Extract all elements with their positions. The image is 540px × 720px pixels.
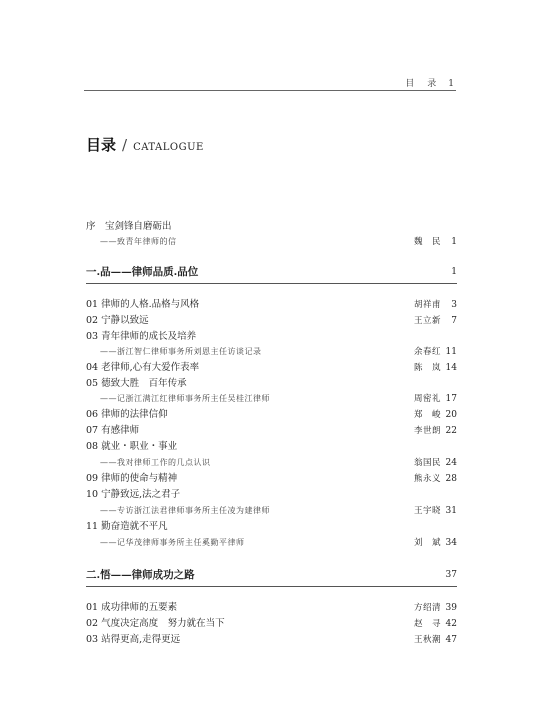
toc-entry-title: ——浙江智仁律师事务所刘恩主任访谈记录 xyxy=(100,347,262,356)
toc-entry[interactable] xyxy=(86,361,457,375)
toc-entry-subtitle[interactable] xyxy=(86,345,457,359)
toc-entry-title: 09 律师的使命与精神 xyxy=(86,473,178,484)
title-en: CATALOGUE xyxy=(133,142,204,153)
toc-entry[interactable] xyxy=(86,617,457,631)
toc-entry[interactable] xyxy=(86,424,457,438)
toc-entry[interactable] xyxy=(86,440,457,454)
toc-entry-author: 胡祥甫 xyxy=(413,300,441,310)
section-title: 一.品——律师品质.品位 xyxy=(86,266,199,278)
toc-entry[interactable] xyxy=(86,601,457,615)
toc-preface-title[interactable] xyxy=(86,220,457,234)
toc-entry-author: 王宇晓 xyxy=(413,506,441,516)
toc-entry-author: 陈 岚 xyxy=(413,363,441,373)
toc-entry[interactable] xyxy=(86,408,457,422)
toc-entry-page: 42 xyxy=(445,619,457,629)
toc-entry-page: 39 xyxy=(445,603,457,613)
toc-entry-page: 22 xyxy=(445,426,457,436)
toc-entry-page: 47 xyxy=(445,635,457,645)
toc-entry-author: 魏 民 xyxy=(413,237,441,247)
toc-entry-page: 20 xyxy=(445,410,457,420)
toc-entry-title: 04 老律师,心有大爱作表率 xyxy=(86,362,200,373)
toc-entry-author: 翁国民 xyxy=(413,458,441,468)
toc-entry-title: ——我对律师工作的几点认识 xyxy=(100,458,211,467)
toc-entry-page: 28 xyxy=(445,474,457,484)
toc-entry-subtitle[interactable] xyxy=(86,456,457,470)
toc-entry-title: 02 气度决定高度 努力就在当下 xyxy=(86,618,225,629)
toc-entry-subtitle[interactable] xyxy=(86,392,457,406)
toc-entry-title: ——专访浙江法君律师事务所主任凌为建律师 xyxy=(100,506,270,515)
toc-entry-page: 17 xyxy=(445,394,457,404)
toc-entry-title: 02 宁静以致远 xyxy=(86,315,149,326)
toc-entry[interactable] xyxy=(86,472,457,486)
toc-entry-title: 05 德致大胜 百年传承 xyxy=(86,378,187,389)
toc-entry-title: 06 律师的法律信仰 xyxy=(86,409,168,420)
toc-entry-subtitle[interactable] xyxy=(86,536,457,550)
toc-entry-page: 34 xyxy=(445,538,457,548)
toc-entry-author: 郑 峻 xyxy=(413,410,441,420)
toc-entry-author: 刘 斌 xyxy=(413,538,441,548)
toc-entry[interactable] xyxy=(86,488,457,502)
toc-entry-author: 王秋潮 xyxy=(413,635,441,645)
toc-entry-page: 1 xyxy=(451,237,457,247)
toc-entry[interactable] xyxy=(86,330,457,344)
toc-entry-page: 31 xyxy=(445,506,457,516)
section-page: 37 xyxy=(445,570,457,580)
toc-entry-title: ——记华茂律师事务所主任奚勤平律师 xyxy=(100,538,245,547)
toc-entry-page: 3 xyxy=(451,300,457,310)
toc-entry-subtitle: ——致青年律师的信 xyxy=(100,237,177,246)
toc-preface-subtitle[interactable] xyxy=(86,235,457,249)
toc-entry-title: ——记浙江满江红律师事务所主任吴桂江律师 xyxy=(100,394,270,403)
toc-entry-author: 王立新 xyxy=(413,316,441,326)
running-head xyxy=(405,76,454,89)
toc-entry-title: 11 勤奋造就不平凡 xyxy=(86,521,168,532)
toc-entry[interactable] xyxy=(86,314,457,328)
section-title: 二.悟——律师成功之路 xyxy=(86,569,195,581)
toc-entry[interactable] xyxy=(86,298,457,312)
toc-entry-title: 10 宁静致远,法之君子 xyxy=(86,489,181,500)
section-page: 1 xyxy=(451,267,457,277)
toc-entry-title: 07 有感律师 xyxy=(86,425,140,436)
toc-entry-title: 01 律师的人格.品格与风格 xyxy=(86,299,200,310)
toc-entry-title: 01 成功律师的五要素 xyxy=(86,602,178,613)
toc-entry-title: 03 青年律师的成长及培养 xyxy=(86,331,197,342)
toc-entry-page: 24 xyxy=(445,458,457,468)
toc-entry-author: 周密礼 xyxy=(413,394,441,404)
toc-entry-page: 7 xyxy=(451,316,457,326)
toc-entry-author: 赵 寻 xyxy=(413,619,441,629)
title-zh: 目录 xyxy=(86,136,117,154)
toc-entry-subtitle[interactable] xyxy=(86,504,457,518)
toc-entry-title: 08 就业・职业・事业 xyxy=(86,441,178,452)
toc-entry[interactable] xyxy=(86,377,457,391)
toc-entry[interactable] xyxy=(86,520,457,534)
toc-entry-author: 余春红 xyxy=(413,347,441,357)
toc-entry-author: 方绍清 xyxy=(413,603,441,613)
toc-entry-title: 03 站得更高,走得更远 xyxy=(86,634,181,645)
section-rule xyxy=(86,283,457,284)
title-slash: / xyxy=(122,136,128,154)
toc-entry-page: 14 xyxy=(445,363,457,373)
page-title xyxy=(86,134,204,155)
toc-entry[interactable] xyxy=(86,633,457,647)
toc-entry-title: 序 宝剑锋自磨砺出 xyxy=(86,221,172,232)
toc-entry-page: 11 xyxy=(445,347,457,357)
header-rule xyxy=(84,90,456,91)
running-head-page: 1 xyxy=(448,79,454,89)
toc-entry-author: 李世朗 xyxy=(413,426,441,436)
toc-entry-author: 熊永义 xyxy=(413,474,441,484)
section-rule xyxy=(86,586,457,587)
running-head-label: 目 录 xyxy=(405,79,439,89)
